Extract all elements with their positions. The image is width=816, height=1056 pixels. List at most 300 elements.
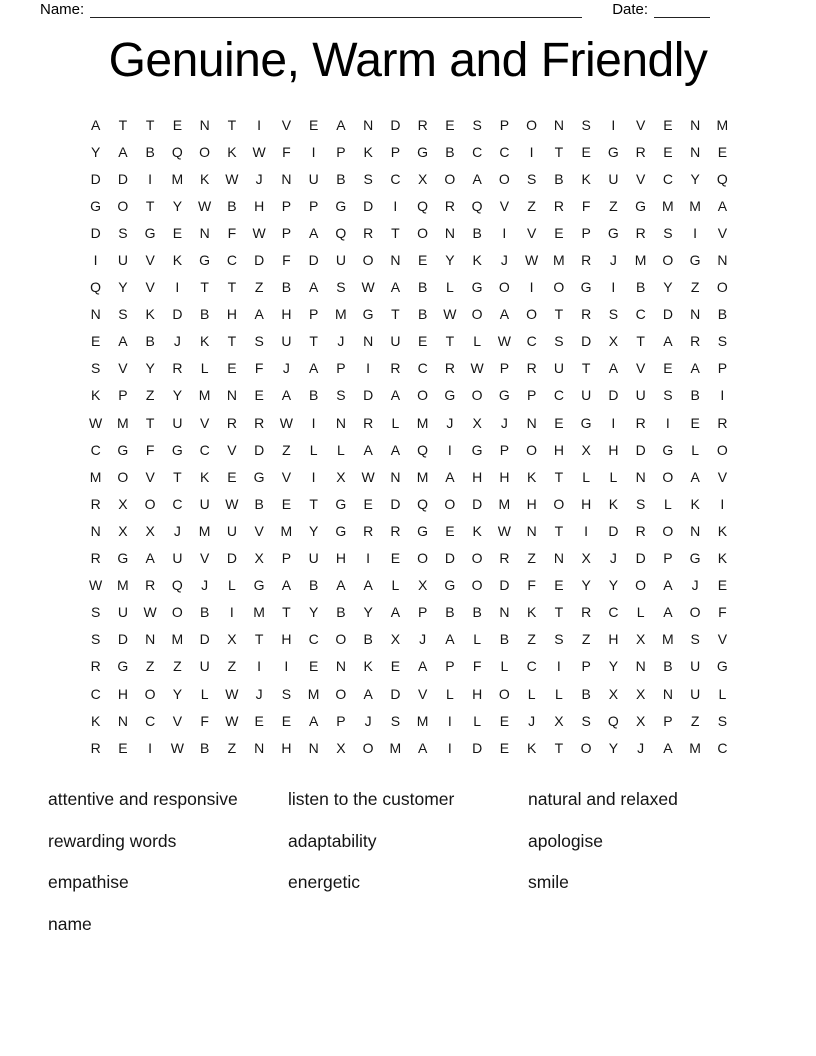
grid-cell: F — [718, 604, 727, 621]
grid-cell: C — [417, 360, 428, 377]
grid-cell: R — [444, 360, 455, 377]
grid-cell: D — [363, 197, 374, 214]
grid-cell: E — [554, 414, 564, 431]
letter-grid — [82, 111, 736, 761]
grid-cell: W — [89, 414, 103, 431]
grid-cell: I — [257, 658, 262, 675]
grid-cell: E — [254, 387, 264, 404]
grid-cell: N — [635, 658, 646, 675]
grid-cell: R — [254, 414, 265, 431]
grid-cell: E — [417, 333, 428, 350]
grid-cell: G — [607, 224, 619, 241]
grid-cell: A — [145, 550, 155, 567]
grid-cell: H — [553, 441, 564, 458]
grid-cell: V — [526, 224, 537, 241]
grid-cell: S — [635, 495, 646, 512]
grid-cell: S — [90, 631, 101, 648]
grid-cell: E — [445, 116, 455, 133]
grid-cell: N — [553, 116, 564, 133]
grid-cell: B — [199, 306, 210, 323]
grid-cell: O — [716, 441, 728, 458]
grid-cell: O — [498, 279, 510, 296]
grid-cell: D — [608, 522, 619, 539]
grid-cell: K — [90, 387, 101, 404]
grid-cell: S — [336, 279, 346, 296]
grid-cell: Y — [145, 360, 155, 377]
grid-cell: O — [498, 170, 510, 187]
grid-cell: C — [90, 441, 101, 458]
grid-cell: R — [390, 522, 401, 539]
grid-cell: A — [336, 577, 346, 594]
grid-cell: Z — [282, 441, 291, 458]
grid-cell: M — [253, 604, 265, 621]
grid-cell: S — [526, 170, 537, 187]
grid-cell: R — [90, 550, 101, 567]
grid-cell: F — [282, 252, 291, 269]
grid-cell: R — [226, 414, 237, 431]
grid-cell: O — [526, 116, 538, 133]
grid-cell: P — [526, 387, 537, 404]
grid-cell: U — [226, 522, 237, 539]
grid-cell: K — [526, 604, 537, 621]
grid-cell: J — [173, 522, 181, 539]
grid-cell: K — [363, 658, 373, 675]
grid-cell: O — [662, 252, 674, 269]
grid-cell: E — [663, 116, 673, 133]
grid-cell: A — [445, 468, 455, 485]
grid-cell: R — [363, 414, 374, 431]
grid-cell: P — [390, 143, 401, 160]
grid-cell: L — [663, 495, 672, 512]
grid-cell: V — [199, 414, 210, 431]
grid-cell: Z — [145, 387, 155, 404]
grid-cell: J — [255, 170, 263, 187]
grid-cell: T — [200, 279, 209, 296]
grid-cell: N — [390, 468, 401, 485]
grid-cell: X — [417, 577, 428, 594]
grid-cell: H — [281, 739, 292, 756]
grid-cell: E — [227, 468, 237, 485]
word-list-item: empathise — [48, 872, 129, 893]
grid-cell: M — [389, 739, 402, 756]
grid-cell: O — [335, 631, 347, 648]
grid-cell: X — [635, 712, 646, 729]
grid-cell: M — [498, 495, 511, 512]
grid-cell: I — [393, 197, 398, 214]
grid-cell: E — [390, 658, 401, 675]
grid-cell: G — [117, 550, 129, 567]
grid-cell: D — [499, 577, 510, 594]
grid-cell: G — [689, 550, 701, 567]
grid-cell: R — [90, 739, 101, 756]
grid-cell: I — [148, 170, 153, 187]
grid-cell: S — [90, 360, 101, 377]
grid-cell: D — [472, 739, 483, 756]
grid-cell: A — [363, 441, 373, 458]
grid-cell: B — [663, 658, 673, 675]
grid-cell: O — [471, 306, 483, 323]
grid-cell: H — [608, 441, 619, 458]
grid-cell: Y — [172, 387, 183, 404]
grid-cell: X — [581, 441, 591, 458]
grid-cell: P — [281, 550, 292, 567]
grid-cell: Y — [172, 197, 183, 214]
grid-cell: S — [363, 170, 373, 187]
grid-cell: Z — [145, 658, 155, 675]
grid-cell: P — [281, 224, 292, 241]
grid-cell: U — [553, 360, 564, 377]
grid-cell: E — [554, 224, 564, 241]
grid-cell: F — [527, 577, 536, 594]
grid-cell: V — [717, 224, 728, 241]
grid-cell: O — [199, 143, 211, 160]
grid-cell: E — [227, 360, 237, 377]
grid-cell: E — [445, 522, 455, 539]
grid-cell: P — [581, 224, 591, 241]
grid-cell: P — [336, 143, 346, 160]
grid-cell: N — [690, 143, 701, 160]
grid-cell: O — [553, 495, 565, 512]
grid-cell: S — [717, 712, 728, 729]
grid-cell: B — [336, 170, 346, 187]
grid-cell: T — [554, 739, 564, 756]
grid-cell: N — [199, 116, 210, 133]
grid-cell: G — [171, 441, 183, 458]
grid-cell: T — [554, 143, 564, 160]
grid-cell: H — [608, 631, 619, 648]
grid-cell: V — [199, 550, 210, 567]
grid-cell: E — [663, 360, 673, 377]
grid-cell: I — [366, 360, 371, 377]
grid-cell: L — [500, 658, 509, 675]
grid-cell: V — [254, 522, 264, 539]
grid-cell: B — [445, 604, 455, 621]
grid-cell: U — [117, 604, 128, 621]
grid-cell: D — [390, 685, 401, 702]
grid-cell: O — [526, 441, 538, 458]
grid-cell: R — [581, 604, 592, 621]
grid-cell: C — [526, 333, 537, 350]
grid-cell: Y — [363, 604, 373, 621]
grid-cell: B — [690, 387, 700, 404]
grid-cell: F — [581, 197, 591, 214]
grid-cell: J — [637, 739, 645, 756]
grid-cell: E — [90, 333, 101, 350]
grid-cell: R — [363, 224, 374, 241]
grid-cell: E — [363, 495, 373, 512]
grid-cell: G — [444, 387, 456, 404]
grid-cell: W — [225, 170, 239, 187]
grid-cell: T — [145, 116, 155, 133]
grid-cell: A — [445, 631, 455, 648]
grid-cell: L — [391, 577, 400, 594]
grid-cell: B — [254, 495, 264, 512]
grid-cell: T — [554, 306, 564, 323]
grid-cell: V — [635, 116, 646, 133]
grid-cell: Q — [171, 577, 183, 594]
grid-cell: Z — [173, 658, 182, 675]
grid-cell: U — [390, 333, 401, 350]
grid-cell: A — [663, 577, 673, 594]
grid-cell: N — [281, 170, 292, 187]
grid-cell: R — [499, 550, 510, 567]
grid-cell: T — [282, 604, 291, 621]
grid-cell: D — [199, 631, 210, 648]
grid-cell: R — [690, 333, 701, 350]
word-list-column — [288, 779, 454, 904]
grid-cell: K — [199, 333, 210, 350]
grid-cell: R — [145, 577, 156, 594]
grid-cell: W — [89, 577, 103, 594]
grid-cell: W — [225, 685, 239, 702]
grid-cell: O — [716, 279, 728, 296]
grid-cell: D — [226, 550, 237, 567]
grid-cell: A — [417, 739, 428, 756]
grid-cell: U — [690, 685, 701, 702]
grid-cell: D — [444, 550, 455, 567]
grid-cell: B — [281, 279, 292, 296]
grid-cell: T — [227, 279, 237, 296]
grid-cell: P — [499, 116, 510, 133]
grid-cell: T — [254, 631, 264, 648]
grid-cell: V — [227, 441, 237, 458]
grid-cell: R — [444, 197, 455, 214]
grid-cell: A — [308, 224, 319, 241]
grid-cell: S — [717, 333, 728, 350]
grid-cell: G — [444, 577, 456, 594]
grid-cell: Y — [608, 739, 619, 756]
grid-cell: S — [472, 116, 482, 133]
grid-cell: T — [173, 468, 182, 485]
grid-cell: T — [391, 306, 400, 323]
grid-cell: A — [717, 197, 728, 214]
grid-cell: U — [608, 170, 619, 187]
grid-cell: P — [663, 550, 673, 567]
grid-cell: C — [172, 495, 183, 512]
grid-cell: I — [447, 739, 452, 756]
grid-cell: K — [90, 712, 101, 729]
grid-cell: B — [308, 577, 319, 594]
grid-cell: T — [227, 333, 237, 350]
grid-cell: I — [447, 712, 452, 729]
grid-cell: D — [662, 306, 673, 323]
word-list-item: listen to the customer — [288, 789, 455, 810]
grid-cell: N — [199, 224, 210, 241]
grid-cell: K — [608, 495, 619, 512]
grid-cell: G — [90, 197, 102, 214]
grid-cell: G — [117, 658, 129, 675]
grid-cell: E — [717, 143, 728, 160]
grid-cell: E — [281, 712, 292, 729]
grid-cell: P — [499, 360, 510, 377]
grid-cell: R — [90, 658, 101, 675]
grid-cell: Y — [308, 522, 319, 539]
grid-cell: N — [690, 306, 701, 323]
grid-cell: L — [200, 360, 209, 377]
grid-cell: G — [580, 414, 592, 431]
grid-cell: U — [690, 658, 701, 675]
grid-cell: E — [118, 739, 128, 756]
grid-cell: Z — [527, 550, 536, 567]
grid-cell: W — [361, 468, 375, 485]
grid-cell: A — [663, 739, 673, 756]
word-list-column — [528, 779, 678, 904]
grid-cell: J — [255, 685, 263, 702]
grid-cell: H — [335, 550, 346, 567]
grid-cell: I — [175, 279, 180, 296]
grid-cell: Y — [118, 279, 128, 296]
grid-cell: X — [118, 522, 128, 539]
grid-cell: O — [417, 550, 429, 567]
grid-cell: G — [335, 495, 347, 512]
grid-cell: X — [472, 414, 482, 431]
header — [40, 1, 740, 18]
grid-cell: G — [417, 522, 429, 539]
grid-cell: Q — [607, 712, 619, 729]
grid-cell: E — [499, 739, 510, 756]
grid-cell: Y — [690, 170, 700, 187]
grid-cell: H — [117, 685, 128, 702]
word-list-item: rewarding words — [48, 830, 177, 851]
grid-cell: N — [226, 387, 237, 404]
grid-cell: G — [662, 441, 674, 458]
grid-cell: Y — [90, 143, 101, 160]
grid-cell: I — [584, 522, 589, 539]
word-list-item: apologise — [528, 830, 603, 851]
grid-cell: N — [553, 550, 564, 567]
grid-cell: C — [499, 143, 510, 160]
grid-cell: A — [118, 333, 128, 350]
grid-cell: E — [254, 712, 264, 729]
grid-cell: E — [308, 116, 319, 133]
grid-cell: I — [665, 414, 670, 431]
grid-cell: B — [635, 279, 646, 296]
grid-cell: E — [172, 116, 183, 133]
grid-cell: S — [690, 631, 700, 648]
grid-cell: T — [145, 414, 155, 431]
grid-cell: L — [718, 685, 727, 702]
grid-cell: A — [363, 577, 373, 594]
grid-cell: H — [472, 468, 483, 485]
grid-cell: J — [446, 414, 454, 431]
grid-cell: R — [172, 360, 183, 377]
grid-cell: U — [581, 387, 592, 404]
grid-cell: S — [554, 333, 564, 350]
grid-cell: C — [553, 387, 564, 404]
grid-cell: H — [281, 631, 292, 648]
grid-cell: I — [529, 143, 534, 160]
grid-cell: Y — [581, 577, 591, 594]
grid-cell: L — [582, 468, 591, 485]
grid-cell: E — [499, 712, 510, 729]
grid-cell: Y — [308, 604, 319, 621]
grid-cell: H — [526, 495, 537, 512]
grid-cell: J — [419, 631, 427, 648]
grid-cell: S — [608, 306, 619, 323]
grid-cell: X — [608, 333, 619, 350]
grid-cell: X — [227, 631, 237, 648]
grid-cell: G — [253, 577, 265, 594]
grid-cell: A — [690, 468, 700, 485]
grid-cell: X — [336, 468, 346, 485]
grid-cell: X — [635, 685, 646, 702]
grid-cell: I — [284, 658, 289, 675]
grid-cell: O — [471, 577, 483, 594]
grid-cell: B — [472, 604, 482, 621]
grid-cell: C — [145, 712, 156, 729]
grid-cell: O — [553, 279, 565, 296]
grid-cell: K — [227, 143, 237, 160]
word-list-item: energetic — [288, 872, 360, 893]
grid-cell: L — [445, 685, 454, 702]
grid-cell: L — [336, 441, 345, 458]
grid-cell: C — [717, 739, 728, 756]
grid-cell: S — [90, 604, 101, 621]
grid-cell: Q — [716, 170, 728, 187]
grid-cell: S — [118, 224, 128, 241]
grid-cell: A — [390, 604, 401, 621]
grid-cell: G — [498, 387, 510, 404]
grid-cell: M — [662, 631, 674, 648]
grid-cell: Y — [172, 685, 183, 702]
grid-cell: G — [471, 441, 483, 458]
grid-cell: H — [581, 495, 592, 512]
grid-cell: K — [526, 468, 537, 485]
grid-cell: Z — [581, 631, 591, 648]
grid-cell: U — [199, 495, 210, 512]
grid-cell: X — [635, 631, 646, 648]
grid-cell: P — [581, 658, 591, 675]
grid-cell: Q — [90, 279, 102, 296]
grid-cell: C — [90, 685, 101, 702]
grid-cell: B — [417, 279, 428, 296]
grid-cell: N — [308, 739, 319, 756]
grid-cell: G — [607, 143, 619, 160]
grid-cell: W — [279, 414, 293, 431]
grid-cell: J — [282, 360, 290, 377]
grid-cell: N — [690, 522, 701, 539]
grid-cell: I — [311, 468, 316, 485]
grid-cell: G — [144, 224, 156, 241]
grid-cell: L — [309, 441, 318, 458]
grid-cell: R — [90, 495, 101, 512]
name-label: Name: — [40, 1, 85, 18]
grid-cell: M — [117, 577, 129, 594]
grid-cell: S — [281, 685, 292, 702]
grid-cell: Z — [527, 631, 536, 648]
grid-cell: C — [199, 441, 210, 458]
grid-cell: U — [117, 252, 128, 269]
grid-cell: P — [336, 712, 346, 729]
grid-cell: O — [144, 685, 156, 702]
grid-cell: G — [417, 143, 429, 160]
grid-cell: V — [281, 116, 292, 133]
grid-cell: N — [363, 333, 374, 350]
grid-cell: O — [662, 522, 674, 539]
grid-cell: M — [307, 685, 320, 702]
grid-cell: D — [254, 441, 265, 458]
grid-cell: T — [391, 224, 400, 241]
grid-cell: X — [118, 495, 128, 512]
grid-cell: J — [609, 550, 617, 567]
grid-cell: D — [90, 170, 101, 187]
grid-cell: I — [93, 252, 98, 269]
grid-cell: I — [447, 441, 452, 458]
grid-cell: W — [497, 333, 511, 350]
grid-cell: C — [662, 170, 673, 187]
grid-cell: U — [172, 414, 183, 431]
grid-cell: I — [720, 495, 725, 512]
